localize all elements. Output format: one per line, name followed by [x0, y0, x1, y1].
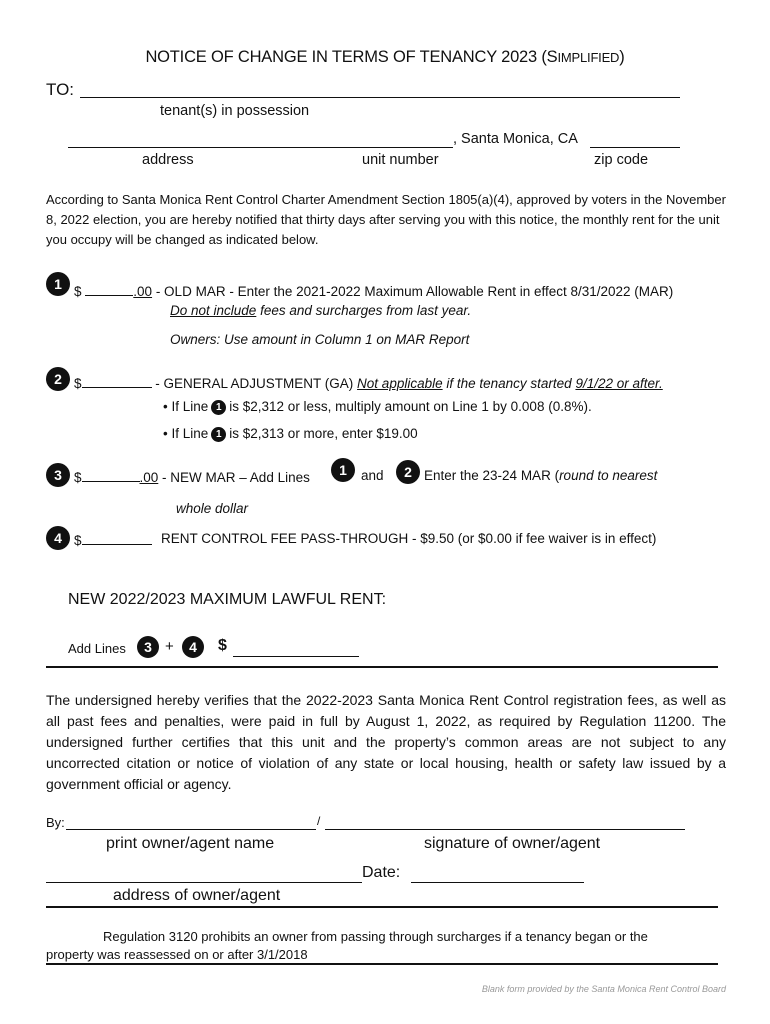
line-1-note-2: Owners: Use amount in Column 1 on MAR Report: [170, 332, 470, 347]
slash: /: [317, 814, 321, 828]
line-4-amount-field[interactable]: [82, 531, 152, 545]
line-2-not-applicable: Not applicable: [357, 376, 443, 391]
footer-note: Blank form provided by the Santa Monica Rent Control Board: [481, 984, 726, 994]
line-1-note-rest: fees and surcharges from last year.: [256, 303, 472, 318]
line-1-cents: .00: [133, 284, 153, 299]
bullet-2-prefix: • If Line: [163, 426, 209, 441]
intro-paragraph: According to Santa Monica Rent Control Charter Amendment Section 1805(a)(4), approved by voters in the November 8, 2022 election, you are hereby notified that thirty days after serving you with this notice, the monthly rent for the unit you occupy will be changed as indicated below.: [46, 192, 726, 247]
line-3-whole-dollar: whole dollar: [176, 501, 249, 516]
line-3-enter-text: [424, 468, 657, 483]
line-3-enter: Enter the 23-24 MAR (: [424, 468, 560, 483]
tenant-caption: tenant(s) in possession: [160, 103, 310, 119]
line-1-text: - OLD MAR - Enter the 2021-2022 Maximum Allowable Rent in effect 8/31/2022 (MAR): [152, 284, 674, 299]
line-2-bullet-2: [163, 426, 418, 442]
line-3-dollar: $: [74, 470, 82, 485]
owner-name-field[interactable]: [66, 829, 316, 830]
zip-caption: zip code: [594, 152, 649, 168]
line-3-row: [74, 468, 310, 485]
line-3-amount-field[interactable]: [82, 468, 140, 482]
form-title: [0, 48, 770, 67]
line-4-number-icon: 4: [46, 526, 70, 550]
bullet-1-text: is $2,312 or less, multiply amount on Line 1 by 0.008 (0.8%).: [229, 399, 592, 414]
line-4-text: RENT CONTROL FEE PASS-THROUGH - $9.50 (or $0.00 if fee waiver is in effect): [161, 531, 657, 546]
title-smallcaps: IMPLIFIED: [557, 50, 620, 65]
line-3-and: and: [361, 468, 384, 483]
line-3-ref-2-icon: 2: [396, 460, 420, 484]
regulation-divider: [46, 963, 718, 965]
regulation-line-2: property was reassessed on or after 3/1/2018: [46, 947, 308, 962]
bullet-2-line-icon: 1: [211, 427, 226, 442]
to-label: TO:: [46, 80, 75, 99]
new-rent-heading: NEW 2022/2023 MAXIMUM LAWFUL RENT:: [68, 591, 387, 608]
line-3-cents: .00: [139, 470, 159, 485]
bullet-2-text: is $2,313 or more, enter $19.00: [229, 426, 418, 441]
line-1-dollar: $: [74, 284, 82, 299]
line-2-amount-field[interactable]: [82, 374, 152, 388]
address-caption: address: [142, 152, 194, 168]
line-2-number-icon: 2: [46, 367, 70, 391]
bullet-1-line-icon: 1: [211, 400, 226, 415]
add-line-3-icon: 3: [137, 636, 159, 658]
date-label: Date:: [362, 864, 401, 881]
add-lines-label: Add Lines: [68, 641, 126, 656]
signature-field[interactable]: [325, 829, 685, 830]
address-owner-caption: address of owner/agent: [113, 887, 281, 904]
section-divider: [46, 666, 718, 668]
regulation-line-1: Regulation 3120 prohibits an owner from passing through surcharges if a tenancy began or the: [103, 929, 648, 944]
line-1-amount-field[interactable]: [85, 282, 133, 296]
line-4-row: [74, 531, 152, 548]
line-1-note-underlined: Do not include: [170, 303, 257, 318]
title-close: ): [619, 48, 625, 66]
signature-divider: [46, 906, 718, 908]
tenant-name-field[interactable]: [80, 97, 680, 98]
city-text: , Santa Monica, CA: [453, 131, 578, 147]
line-3-round: round to nearest: [559, 468, 658, 483]
line-1-row: [74, 282, 673, 299]
line-3-text: - NEW MAR – Add Lines: [158, 470, 310, 485]
add-dollar: $: [218, 637, 227, 654]
line-2-text: - GENERAL ADJUSTMENT (GA): [151, 376, 358, 391]
address-field[interactable]: [68, 147, 453, 148]
bullet-1-prefix: • If Line: [163, 399, 209, 414]
certification-paragraph: The undersigned hereby verifies that the 2022-2023 Santa Monica Rent Control registration fees, as well as all past fees and penalties, were paid in full by August 1, 2022, as required by Regulation 11200. The undersigned further certifies that this unit and the property’s common areas are not subject to any uncorrected citation or notice of violation of any state or local housing, health or safety law issued by a government official or agency.: [46, 692, 726, 792]
line-1-number-icon: 1: [46, 272, 70, 296]
unit-caption: unit number: [362, 152, 439, 168]
new-rent-total-field[interactable]: [233, 656, 359, 657]
line-2-date: 9/1/22 or after.: [575, 376, 663, 391]
date-field[interactable]: [411, 882, 584, 883]
add-line-4-icon: 4: [182, 636, 204, 658]
line-4-dollar: $: [74, 533, 82, 548]
zip-field[interactable]: [590, 147, 680, 148]
title-main: NOTICE OF CHANGE IN TERMS OF TENANCY 2023 (S: [145, 48, 558, 66]
by-label: By:: [46, 815, 65, 830]
line-3-ref-1-icon: 1: [331, 458, 355, 482]
line-2-condition: if the tenancy started: [442, 376, 576, 391]
line-2-row: [74, 374, 663, 391]
owner-address-field[interactable]: [46, 882, 362, 883]
line-1-note-1: [170, 303, 471, 318]
line-3-number-icon: 3: [46, 463, 70, 487]
signature-caption: signature of owner/agent: [424, 835, 601, 852]
line-2-dollar: $: [74, 376, 82, 391]
line-2-bullet-1: [163, 399, 592, 415]
print-name-caption: print owner/agent name: [106, 835, 275, 852]
add-plus: +: [165, 638, 174, 655]
